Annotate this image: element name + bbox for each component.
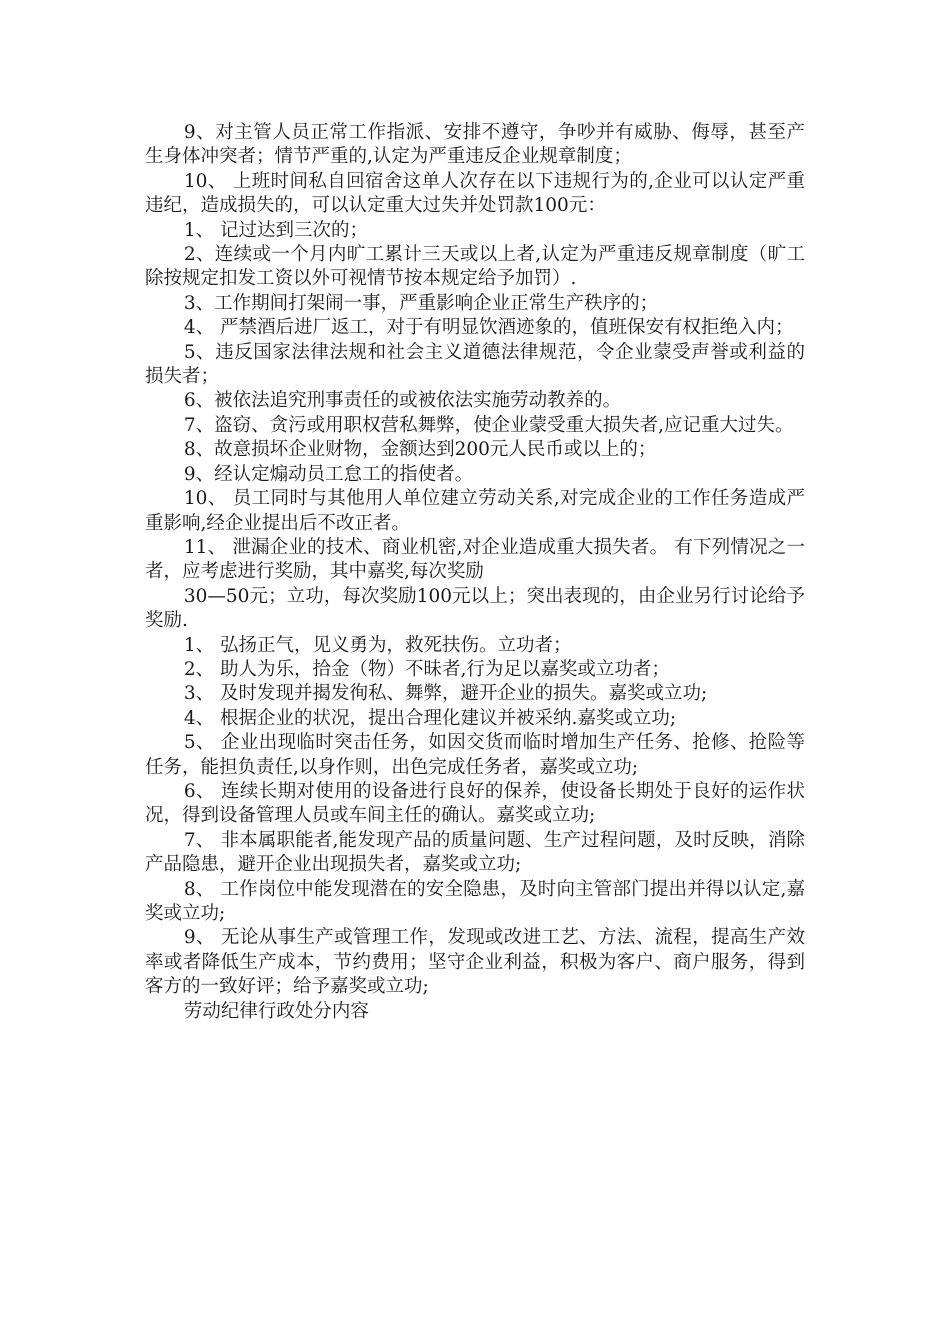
- paragraph: 7、 非本属职能者,能发现产品的质量问题、生产过程问题，及时反映，消除产品隐患，避开企业出现损失者，嘉奖或立功;: [145, 829, 805, 876]
- paragraph: 8、 工作岗位中能发现潜在的安全隐患，及时向主管部门提出并得以认定,嘉奖或立功;: [145, 878, 805, 924]
- paragraph: 5、违反国家法律法规和社会主义道德法律规范，令企业蒙受声誉或利益的损失者；: [145, 341, 805, 388]
- paragraph: 1、 弘扬正气，见义勇为，救死扶伤。立功者；: [183, 634, 572, 656]
- paragraph: 4、 严禁酒后进厂返工，对于有明显饮酒迹象的，值班保安有权拒绝入内；: [183, 317, 794, 339]
- paragraph: 6、 连续长期对使用的设备进行良好的保养，使设备长期处于良好的运作状况，得到设备管理人员或车间主任的确认。嘉奖或立功;: [145, 780, 805, 827]
- paragraph: 11、 泄漏企业的技术、商业机密,对企业造成重大损失者。 有下列情况之一者，应考虑进行奖励，其中嘉奖,每次奖励: [145, 536, 805, 583]
- paragraph: 7、盗窃、贪污或用职权营私舞弊，使企业蒙受重大损失者,应记重大过失。: [183, 414, 794, 436]
- paragraph: 8、故意损坏企业财物，金额达到200元人民币或以上的；: [183, 439, 657, 461]
- paragraph: 9、经认定煽动员工怠工的指使者。: [183, 463, 474, 485]
- document-body: [145, 121, 805, 1024]
- paragraph: 10、 员工同时与其他用人单位建立劳动关系,对完成企业的工作任务造成严重影响,经企业提出后不改正者。: [145, 488, 805, 534]
- paragraph: 30—50元；立功，每次奖励100元以上；突出表现的，由企业另行讨论给予奖励.: [145, 585, 805, 632]
- paragraph: 6、被依法追究刑事责任的或被依法实施劳动教养的。: [183, 390, 622, 412]
- paragraph: 4、 根据企业的状况，提出合理化建议并被采纳.嘉奖或立功;: [183, 707, 677, 729]
- paragraph: 劳动纪律行政处分内容: [183, 1000, 369, 1022]
- paragraph: 10、 上班时间私自回宿舍这单人次存在以下违规行为的,企业可以认定严重违纪，造成损失的，可以认定重大过失并处罚款100元：: [145, 170, 805, 217]
- paragraph: 2、连续或一个月内旷工累计三天或以上者,认定为严重违反规章制度（旷工除按规定扣发工资以外可视情节按本规定给予加罚）.: [145, 244, 805, 290]
- paragraph: 3、工作期间打架闹一事，严重影响企业正常生产秩序的；: [183, 292, 659, 314]
- paragraph: 1、 记过达到三次的；: [183, 219, 368, 241]
- paragraph: 9、 无论从事生产或管理工作，发现或改进工艺、方法、流程，提高生产效率或者降低生产成本，节约费用；坚守企业利益，积极为客户、商户服务，得到客方的一致好评；给予嘉奖或立功;: [145, 927, 805, 998]
- paragraph: 2、 助人为乐，拾金（物）不昧者,行为足以嘉奖或立功者；: [183, 658, 670, 680]
- paragraph: 3、 及时发现并揭发徇私、舞弊，避开企业的损失。嘉奖或立功;: [183, 683, 708, 705]
- paragraph: 5、 企业出现临时突击任务，如因交货而临时增加生产任务、抢修、抢险等任务，能担负责任,以身作则，出色完成任务者，嘉奖或立功;: [145, 732, 805, 778]
- paragraph: 9、对主管人员正常工作指派、安排不遵守，争吵并有威胁、侮辱，甚至产生身体冲突者；情节严重的,认定为严重违反企业规章制度；: [145, 122, 805, 168]
